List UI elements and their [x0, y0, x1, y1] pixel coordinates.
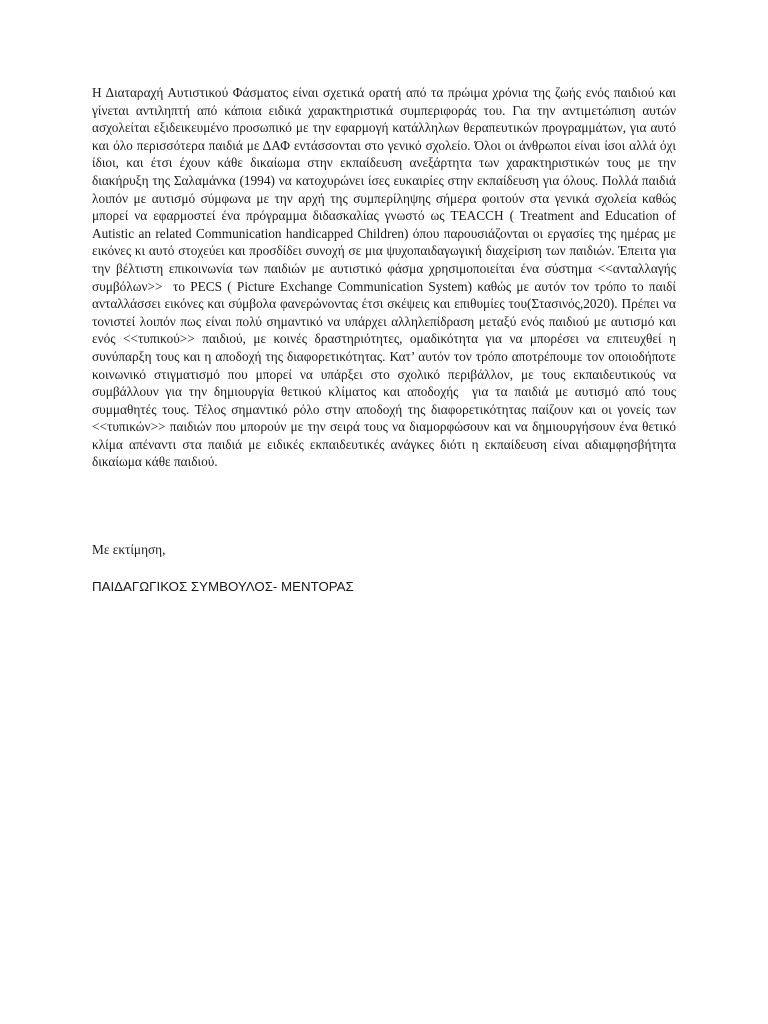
signature-title: ΠΑΙΔΑΓΩΓΙΚΟΣ ΣΥΜΒΟΥΛΟΣ- ΜΕΝΤΟΡΑΣ [92, 579, 354, 594]
closing-line: Με εκτίμηση, [92, 542, 166, 557]
body-paragraph: Η Διαταραχή Αυτιστικού Φάσματος είναι σχετικά ορατή από τα πρώιμα χρόνια της ζωής ενός παιδιού και γίνεται αντιληπτή από κάποια ειδικά χαρακτηριστικά συμπεριφοράς του. Για την αντιμετώπιση αυτών ασχολείται εξιδεικευμένο προσωπικό με την εφαρμογή κατάλληλων θεραπευτικών προγραμμάτων, για αυτό και όλο περισσότερα παιδιά με ΔΑΦ εντάσσονται στο γενικό σχολείο. Όλοι οι άνθρωποι είναι ίσοι αλλά όχι ίδιοι, και έτσι έχουν κάθε δικαίωμα στην εκπαίδευση ανεξάρτητα των χαρακτηριστικών τους με την διακήρυξη της Σαλαμάνκα (1994) να κατοχυρώνει ίσες ευκαιρίες στην εκπαίδευση για όλους. Πολλά παιδιά λοιπόν με αυτισμό σύμφωνα με την αρχή της συμπερίληψης σήμερα φοιτούν στα γενικά σχολεία καθώς μπορεί να εφαρμοστεί ένα πρόγραμμα διδασκαλίας γνωστό ως TEACCH ( Treatment and Education of Autistic an related Communication handicapped Children) όπου παρουσιάζονται οι εργασίες της ημέρας με εικόνες κι αυτό στοχεύει και προσδίδει συνοχή σε μια ψυχοπαιδαγωγική διαχείριση των παιδιών. Έπειτα για την βέλτιστη επικοινωνία των παιδιών με αυτιστικό φάσμα χρησιμοποιείται ένα σύστημα <<ανταλλαγής συμβόλων>> το PECS ( Picture Exchange Communication System) καθώς με αυτόν τον τρόπο το παιδί ανταλλάσσει εικόνες και σύμβολα φανερώνοντας έτσι σκέψεις και επιθυμίες του(Στασινός,2020). Πρέπει να τονιστεί λοιπόν πως είναι πολύ σημαντικό να υπάρχει αλληλεπίδραση μεταξύ ενός παιδιού με αυτισμό και ενός <<τυπικού>> παιδιού, με κοινές δραστηριότητες, ομαδικότητα για να μπορέσει να επιτευχθεί η συνύπαρξη τους και η αποδοχή της διαφορετικότητας. Κατ’ αυτόν τον τρόπο αποτρέπουμε τον οποιοδήποτε κοινωνικό στιγματισμό που μπορεί να υπάρξει στο σχολικό περιβάλλον, με τους εκπαιδευτικούς να συμβάλλουν για την δημιουργία θετικού κλίματος και αποδοχής για τα παιδιά με αυτισμό από τους συμμαθητές τους. Τέλος σημαντικό ρόλο στην αποδοχή της διαφορετικότητας παίζουν και οι γονείς των <<τυπικών>> παιδιών που μπορούν με την σειρά τους να διαμορφώσουν και να δημιουργήσουν ένα θετικό κλίμα απέναντι στα παιδιά με ειδικές εκπαιδευτικές ανάγκες διότι η εκπαίδευση είναι αδιαμφησβήτητα δικαίωμα κάθε παιδιού. [92, 85, 680, 470]
